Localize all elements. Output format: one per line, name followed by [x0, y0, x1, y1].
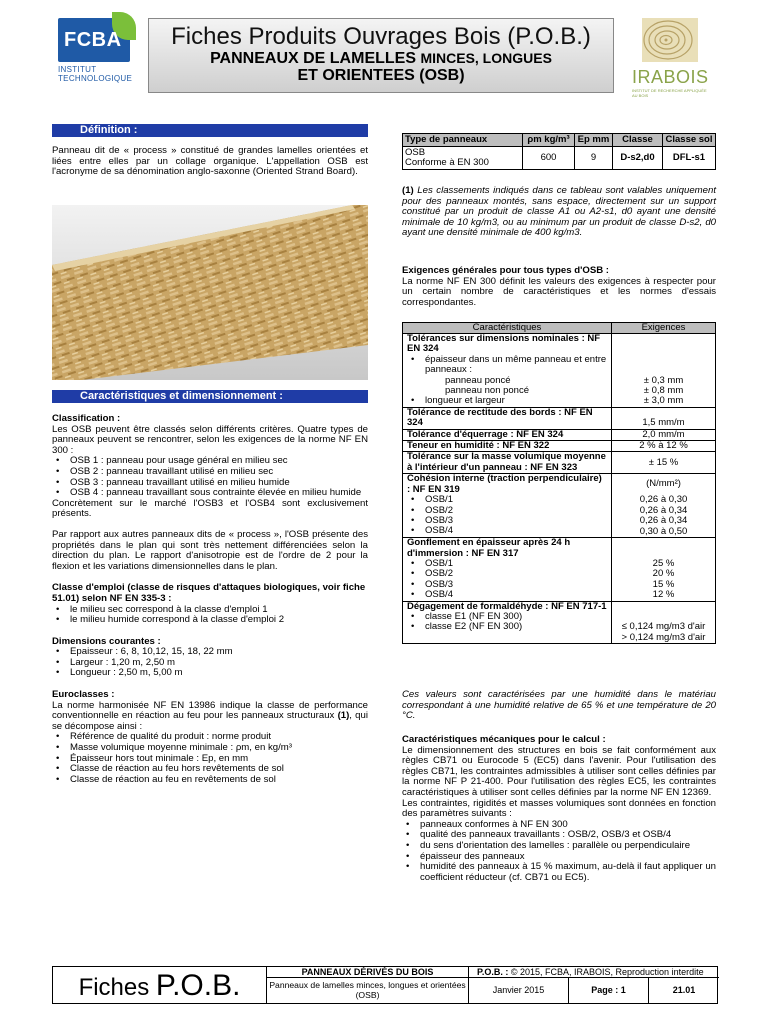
- table-cell: 600: [523, 147, 575, 170]
- value: 0,26 à 0,30: [639, 494, 688, 506]
- table-row: [403, 474, 716, 538]
- table-row: [403, 538, 716, 601]
- fcba-logo: [58, 18, 138, 93]
- table-row: [403, 429, 716, 440]
- list-item: • épaisseur dans un même panneau et entre panneaux :: [407, 355, 607, 376]
- table-cell: [403, 601, 612, 644]
- list-item: • OSB/2: [407, 506, 607, 516]
- euroclasses-title: Euroclasses :: [52, 689, 115, 701]
- value: > 0,124 mg/m3 d'air: [621, 631, 706, 643]
- list-item: • classe E1 (NF EN 300): [407, 612, 607, 622]
- table-cell: [612, 601, 716, 644]
- fcba-logo-line2: TECHNOLOGIQUE: [58, 74, 133, 83]
- footer-copyright: [469, 967, 719, 978]
- osb-panel-photo: [52, 205, 368, 380]
- footer: [52, 966, 718, 1004]
- list-item: • OSB 3 : panneau travaillant utilisé en milieu humide: [52, 478, 368, 489]
- row-title: Gonflement en épaisseur après 24 h d'immersion : NF EN 317: [407, 537, 571, 559]
- sub-item: panneau non poncé: [445, 385, 529, 397]
- footer-product: Panneaux de lamelles minces, longues et orientées (OSB): [267, 978, 469, 1003]
- list-item: • qualité des panneaux travaillants : OSB/2, OSB/3 et OSB/4: [402, 830, 716, 841]
- list-item: • Référence de qualité du produit : norme produit: [52, 732, 368, 743]
- page-subtitle-line1: [149, 50, 613, 68]
- fire-classification-table: [402, 133, 716, 170]
- panel-norm: Conforme à EN 300: [405, 157, 489, 168]
- requirements-table: [402, 322, 716, 644]
- table-cell: ± 15 %: [612, 452, 716, 474]
- list-item: • OSB/2: [407, 569, 607, 579]
- list-item: • OSB/4: [407, 590, 607, 600]
- value: 0,26 à 0,34: [639, 515, 688, 527]
- classe-emploi-list: [52, 605, 368, 626]
- table-header: Caractéristiques: [403, 323, 612, 334]
- table-cell: 9: [575, 147, 613, 170]
- table-cell: [612, 538, 716, 601]
- exigences-text: La norme NF EN 300 définit les valeurs des exigences à respecter pour un certain nombre de caractéristiques et les normes d'essais correspondantes.: [402, 275, 716, 308]
- list-item: • OSB 4 : panneau travaillant sous contrainte élevée en milieu humide: [52, 488, 368, 499]
- subtitle-part-a: PANNEAUX DE LAMELLES: [210, 50, 416, 67]
- table-cell: DFL-s1: [663, 147, 716, 170]
- value: 1,5 mm/m: [642, 417, 685, 429]
- value: ± 0,3 mm: [643, 374, 684, 386]
- list-item: • Largeur : 1,20 m, 2,50 m: [52, 658, 368, 669]
- list-item: • OSB 2 : panneau travaillant utilisé en milieu sec: [52, 467, 368, 478]
- table-cell: 2 % à 12 %: [612, 441, 716, 452]
- dimensions-list: [52, 647, 368, 679]
- classification-text: Les OSB peuvent être classés selon différents critères. Quatre types de panneaux peuvent se rencontrer, selon les exigences de la norme NF EN 300 :: [52, 423, 368, 456]
- table-header: Classe: [613, 134, 663, 147]
- list-item: • du sens d'orientation des lamelles : parallèle ou perpendiculaire: [402, 841, 716, 852]
- list-item: • épaisseur des panneaux: [402, 852, 716, 863]
- classification-list: [52, 456, 368, 498]
- subtitle-part-b: MINCES, LONGUES: [420, 50, 552, 66]
- section-heading-definition: Définition :: [52, 124, 368, 137]
- value: 25 %: [652, 557, 675, 569]
- table-row: [403, 407, 716, 429]
- caracteristiques-body: [52, 414, 368, 785]
- value: ± 3,0 mm: [643, 395, 684, 407]
- page-title: Fiches Produits Ouvrages Bois (P.O.B.): [171, 23, 591, 50]
- footnote-ref: (1): [402, 185, 414, 196]
- unit: (N/mm²): [646, 478, 681, 490]
- rapport-text: Par rapport aux autres panneaux dits de « process », l'OSB présente des propriétés dans le plan qui sont très nettement différenciées selon la direction du plan. Le rapport d'anisotropie est de l'ordre de 2 pour la flexion et les variations dimensionnelles dans le plan.: [52, 528, 368, 572]
- table-row: [403, 147, 716, 170]
- euroclasses-text-b: , qui se décompose ainsi :: [52, 710, 368, 732]
- euroclasses-text-a: La norme harmonisée NF EN 13986 indique la classe de performance conventionnelle en réaction au feu pour les panneaux structuraux: [52, 699, 368, 722]
- euroclasses-list: [52, 732, 368, 785]
- irabois-logo-text: IRABOIS: [632, 67, 709, 87]
- table-header: Type de panneaux: [403, 134, 523, 147]
- list-item: • OSB/4: [407, 526, 607, 536]
- list-item: • classe E2 (NF EN 300): [407, 622, 607, 632]
- mecaniques-title: Caractéristiques mécaniques pour le calcul :: [402, 734, 606, 745]
- table-cell: [403, 334, 612, 408]
- table-row: [403, 601, 716, 644]
- list-item: • Epaisseur : 6, 8, 10,12, 15, 18, 22 mm: [52, 647, 368, 658]
- table-cell: D-s2,d0: [613, 147, 663, 170]
- title-banner: [148, 18, 614, 93]
- table-header: ρm kg/m³: [523, 134, 575, 147]
- footer-ref: 21.01: [672, 985, 696, 995]
- table-cell: [612, 474, 716, 538]
- sub-item: panneau poncé: [445, 374, 511, 386]
- list-item: • longueur et largeur: [407, 396, 607, 406]
- table-cell: [403, 538, 612, 601]
- definition-text: Panneau dit de « process » constitué de grandes lamelles orientées et liées entre elles par un collage organique. L'appellation OSB est l'acronyme de sa dénomination anglo-saxonne (Oriented Strand Board).: [52, 145, 368, 178]
- value: 15 %: [652, 578, 675, 590]
- footnote-ref: (1): [337, 710, 350, 722]
- value: 0,30 à 0,50: [639, 525, 688, 537]
- wood-rings-icon: [642, 18, 698, 62]
- footer-copyright-text: © 2015, FCBA, IRABOIS, Reproduction interdite: [510, 967, 704, 977]
- list-item: • panneaux conformes à NF EN 300: [402, 820, 716, 831]
- row-title: Tolérances sur dimensions nominales : NF EN 324: [407, 333, 601, 355]
- footer-copyright-label: P.O.B. :: [477, 967, 509, 977]
- page-subtitle-line2: ET ORIENTEES (OSB): [297, 67, 465, 84]
- list-item: • OSB/1: [407, 559, 607, 569]
- exigences-title: Exigences générales pour tous types d'OSB :: [402, 265, 610, 276]
- panel-type: OSB: [405, 147, 426, 158]
- list-item: • le milieu sec correspond à la classe d'emploi 1: [52, 605, 368, 616]
- footnote-1: [402, 186, 716, 239]
- table-cell: Tolérance de rectitude des bords : NF EN 324: [403, 407, 612, 429]
- table-row: [403, 334, 716, 408]
- classe-emploi-title: Classe d'emploi (classe de risques d'attaques biologiques, voir fiche 51.01) selon NF EN 335-3 :: [52, 582, 366, 604]
- value: 20 %: [652, 568, 675, 580]
- table-cell: 2,0 mm/m: [612, 429, 716, 440]
- table-cell: [612, 407, 716, 429]
- list-item: • Classe de réaction au feu en revêtements de sol: [52, 775, 368, 786]
- list-item: • Masse volumique moyenne minimale : ρm, en kg/m³: [52, 743, 368, 754]
- table-header: Exigences: [612, 323, 716, 334]
- irabois-logo: [628, 18, 712, 98]
- table-header: Classe sol: [663, 134, 716, 147]
- footnote-text: Les classements indiqués dans ce tableau sont valables uniquement pour des panneaux montés, sans espace, directement sur un support constitué par un produit de classe A1 ou A2-s1, d0 ayant une densité minimale de 10 kg/m3, ou au minimum par un produit de classe D-s2, d0 ayant une densité minimale de 400 kg/m3.: [402, 185, 716, 239]
- exigences-intro: [402, 266, 716, 308]
- table-cell: [403, 147, 523, 170]
- value: ± 0,8 mm: [643, 385, 684, 396]
- irabois-tagline: INSTITUT DE RECHERCHE APPLIQUÉE AU BOIS: [632, 88, 707, 98]
- row-title: Cohésion interne (traction perpendiculaire) : NF EN 319: [407, 473, 602, 495]
- row-title: Dégagement de formaldéhyde : NF EN 717-1: [407, 600, 607, 612]
- value: 12 %: [652, 589, 675, 601]
- table-cell: Tolérance d'équerrage : NF EN 324: [403, 429, 612, 440]
- list-item: • OSB/3: [407, 580, 607, 590]
- footer-date: Janvier 2015: [469, 978, 569, 1003]
- list-item: • Longueur : 2,50 m, 5,00 m: [52, 668, 368, 679]
- value: ≤ 0,124 mg/m3 d'air: [621, 621, 706, 633]
- footer-category: PANNEAUX DÉRIVÉS DU BOIS: [267, 967, 469, 978]
- mecaniques-list: [402, 820, 716, 884]
- table-cell: [403, 474, 612, 538]
- footer-brand-a: Fiches: [78, 974, 150, 1001]
- list-item: • Épaisseur hors tout minimale : Ep, en mm: [52, 754, 368, 765]
- value: 0,26 à 0,34: [639, 504, 688, 516]
- table-header: Ep mm: [575, 134, 613, 147]
- fcba-logo-text: FCBA: [64, 29, 122, 51]
- table-row: [403, 452, 716, 474]
- mecaniques-text1: Le dimensionnement des structures en bois se fait conformément aux règles CB71 ou Eurocode 5 (EC5) dans l'avenir. Pour l'utilisation des règles CB71, les contraintes admissibles à utiliser sont celles définies par la norme NF P 21-400. Pour l'utilisation des règles EC5, les contraintes caractéristiques à utiliser sont celles définies par la norme NF EN 12369.: [402, 744, 716, 798]
- fcba-logo-line1: INSTITUT: [58, 65, 97, 74]
- list-item: • le milieu humide correspond à la classe d'emploi 2: [52, 615, 368, 626]
- mecaniques-section: [402, 735, 716, 883]
- mecaniques-text2: Les contraintes, rigidités et masses volumiques sont données en fonction des paramètres suivants :: [402, 797, 716, 820]
- table-cell: Teneur en humidité : NF EN 322: [403, 441, 612, 452]
- footer-page: Page : 1: [569, 978, 649, 1003]
- list-item: • Classe de réaction au feu hors revêtements de sol: [52, 764, 368, 775]
- section-heading-caracteristiques: Caractéristiques et dimensionnement :: [52, 390, 368, 403]
- classification-title: Classification :: [52, 413, 121, 424]
- footer-brand: [53, 967, 267, 1003]
- list-item: • humidité des panneaux à 15 % maximum, au-delà il faut appliquer un coefficient réducteur (cf. CB71 ou EC5).: [402, 862, 716, 883]
- table-row: [403, 441, 716, 452]
- list-item: • OSB/1: [407, 495, 607, 505]
- euroclasses-text: [52, 701, 368, 733]
- list-item: • OSB 1 : panneau pour usage général en milieu sec: [52, 456, 368, 467]
- concretement-text: Concrètement sur le marché l'OSB3 et l'OSB4 sont exclusivement présents.: [52, 497, 368, 520]
- table-cell: Tolérance sur la masse volumique moyenne à l'intérieur d'un panneau : NF EN 323: [403, 452, 612, 474]
- footer-brand-b: P.O.B.: [155, 969, 241, 1002]
- humidity-note: Ces valeurs sont caractérisées par une humidité dans le matériau correspondant à une humidité relative de 65 % et une température de 20 °C.: [402, 689, 716, 722]
- dimensions-title: Dimensions courantes :: [52, 635, 161, 647]
- list-item: • OSB/3: [407, 516, 607, 526]
- table-cell: [612, 334, 716, 408]
